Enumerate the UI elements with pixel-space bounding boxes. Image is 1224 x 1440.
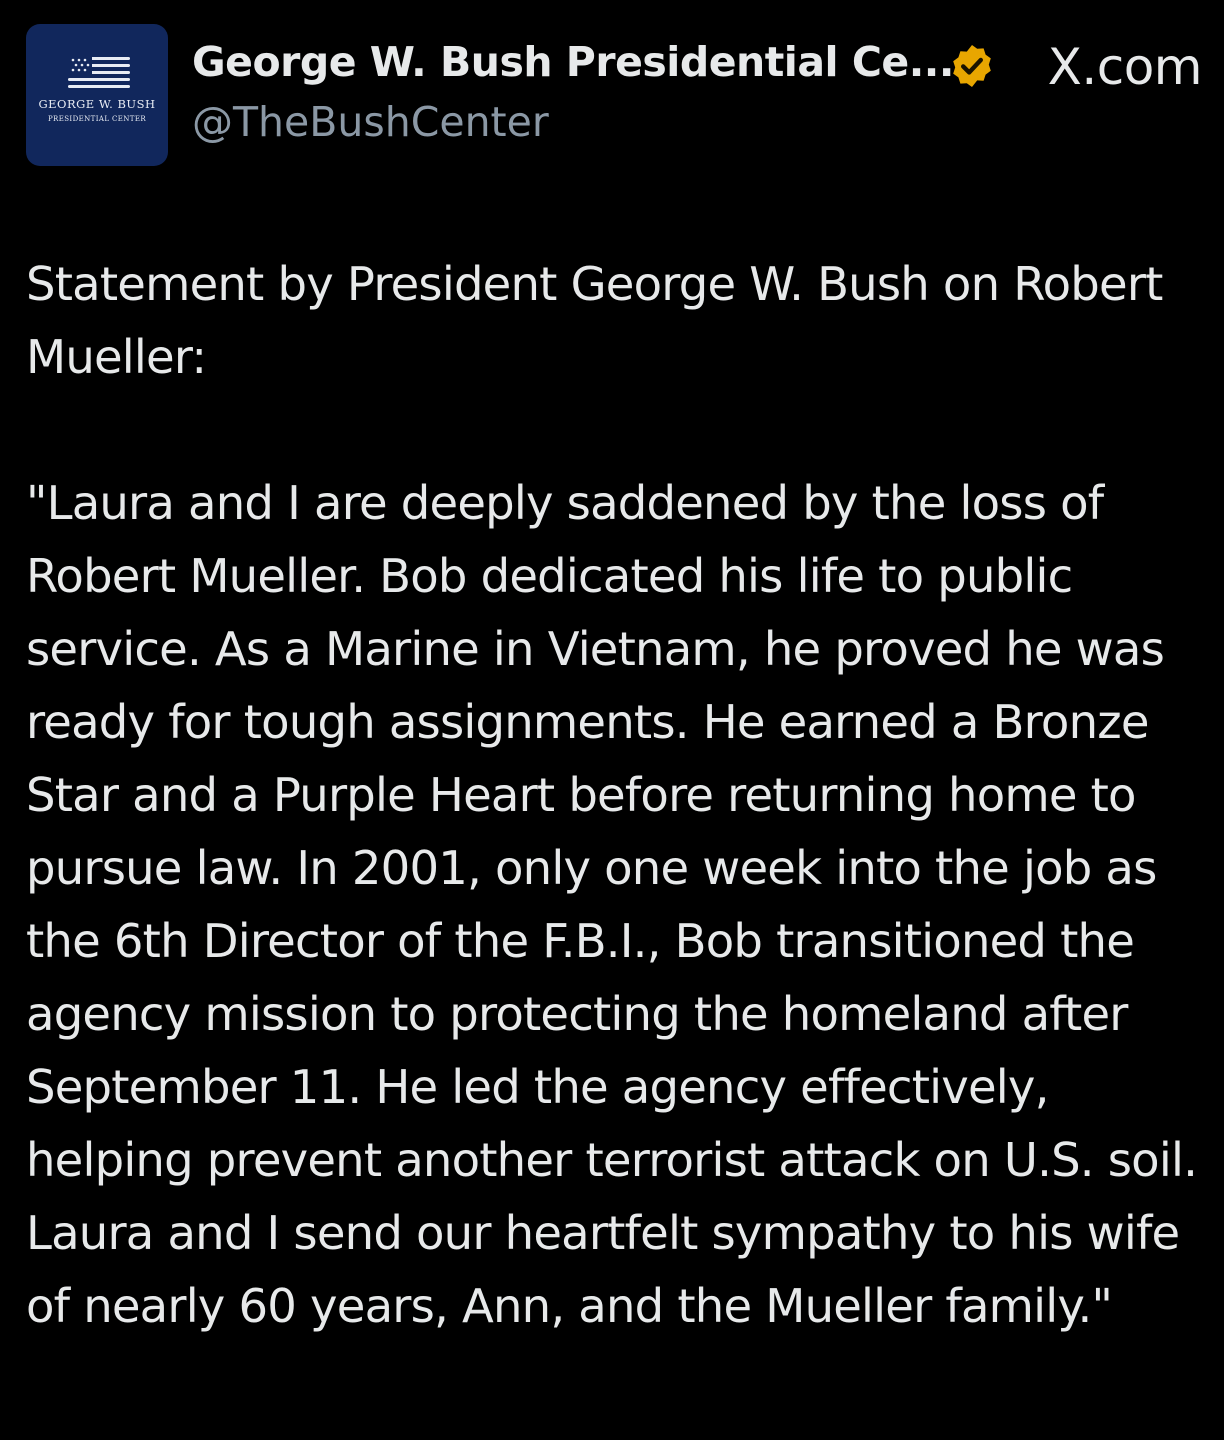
post-heading: Statement by President George W. Bush on Robert Mueller: — [26, 257, 1163, 384]
paragraph-gap — [26, 394, 1222, 467]
post-body: "Laura and I are deeply saddened by the loss of Robert Mueller. Bob dedicated his life to public service. As a Marine in Vietnam, he proved he was ready for tough assignments. He earned a Bronze Star and a Purple Heart before returning home to pursue law. In 2001, only one week into the job as the 6th Director of the F.B.I., Bob transitioned the agency mission to protecting the homeland after September 11. He led the agency effectively, helping prevent another terrorist attack on U.S. soil. Laura and I send our heartfelt sympathy to his wife of nearly 60 years, Ann, and the Mueller family." — [26, 476, 1198, 1333]
avatar-logo-subtext: PRESIDENTIAL CENTER — [47, 115, 147, 123]
post-text — [26, 248, 1222, 1343]
site-label: X.com — [1047, 38, 1202, 96]
account-handle[interactable]: @TheBushCenter — [192, 98, 549, 146]
display-name[interactable]: George W. Bush Presidential Ce... — [192, 38, 954, 86]
avatar[interactable] — [26, 24, 168, 166]
avatar-logo-text: GEORGE W. BUSH — [38, 97, 156, 111]
post-header — [26, 24, 1206, 168]
gold-verified-icon — [948, 42, 996, 90]
flag-logo-icon — [66, 54, 132, 92]
